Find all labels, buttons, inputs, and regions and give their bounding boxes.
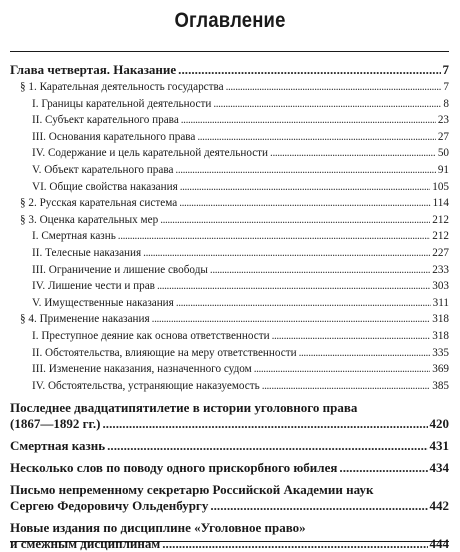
toc-page-number: 318	[432, 313, 449, 326]
bottom-divider	[10, 541, 449, 542]
toc-entry-last-line	[10, 416, 449, 432]
toc-entry-label: II. Телесные наказания	[32, 246, 142, 259]
dot-leader	[262, 378, 430, 395]
table-of-contents	[10, 62, 449, 552]
dot-leader	[107, 438, 427, 454]
toc-entry-label-line1: Письмо непременному секретарю Российской Академии наук	[10, 482, 374, 498]
toc-entry-label: § 4. Применение наказания	[20, 313, 150, 326]
toc-entry-label: III. Основания карательного права	[32, 130, 196, 143]
toc-entry-label: § 1. Карательная деятельность государства	[20, 81, 224, 93]
dot-leader	[210, 262, 430, 279]
dot-leader	[181, 112, 436, 129]
dot-leader	[178, 62, 440, 78]
toc-section-entry[interactable]	[10, 195, 449, 212]
toc-entry-label: Глава четвертая. Наказание	[10, 62, 177, 77]
toc-subsection-entry[interactable]	[10, 129, 449, 146]
toc-page-number: 318	[432, 329, 449, 342]
dot-leader	[180, 179, 430, 196]
toc-page-number: 227	[432, 246, 449, 259]
toc-entry-label: (1867—1892 гг.)	[10, 416, 101, 432]
toc-subsection-entry[interactable]	[10, 145, 449, 162]
toc-page-number: 385	[432, 379, 449, 392]
toc-page-number: 50	[437, 147, 449, 160]
toc-entry-label: Несколько слов по поводу одного прискорбного юбилея	[10, 460, 338, 476]
toc-entry-label: IV. Содержание и цель карательной деятельности	[32, 147, 269, 160]
toc-entry-label: V. Имущественные наказания	[32, 296, 174, 309]
toc-entry-label: V. Объект карательного права	[32, 163, 174, 176]
toc-article-entry[interactable]	[10, 460, 449, 476]
page-title: Оглавление	[174, 9, 286, 32]
dot-leader	[270, 145, 436, 162]
toc-page-number: 23	[437, 114, 449, 127]
toc-page-number: 114	[432, 197, 449, 210]
dot-leader	[213, 96, 441, 113]
toc-entry-label-line1: Последнее двадцатипятилетие в истории уголовного права	[10, 400, 358, 416]
toc-entry-label: I. Смертная казнь	[32, 230, 116, 243]
toc-page-number: 7	[443, 81, 449, 93]
toc-page-number: 91	[437, 163, 449, 176]
dot-leader	[299, 345, 431, 362]
dot-leader	[254, 361, 430, 378]
toc-page-number: 431	[429, 438, 449, 454]
toc-entry-label: III. Изменение наказания, назначенного судом	[32, 363, 252, 376]
toc-entry-last-line	[10, 460, 449, 476]
toc-page-number: 233	[432, 263, 449, 276]
dot-leader	[197, 129, 435, 146]
toc-page-number: 311	[432, 296, 449, 309]
dot-leader	[210, 498, 427, 514]
toc-entry-label: II. Субъект карательного права	[32, 114, 179, 127]
toc-entry-label: и смежным дисциплинам	[10, 536, 161, 552]
dot-leader	[103, 416, 428, 432]
toc-page-number: 303	[432, 280, 449, 293]
toc-subsection-entry[interactable]	[10, 361, 449, 378]
toc-page-number: 212	[432, 213, 449, 226]
toc-entry-label: III. Ограничение и лишение свободы	[32, 263, 208, 276]
dot-leader	[272, 328, 431, 345]
toc-page-number: 335	[432, 346, 449, 359]
toc-subsection-entry[interactable]	[10, 179, 449, 196]
toc-subsection-entry[interactable]	[10, 278, 449, 295]
toc-subsection-entry[interactable]	[10, 245, 449, 262]
top-divider	[10, 51, 449, 52]
toc-entry-label: I. Преступное деяние как основа ответственности	[32, 329, 270, 342]
toc-subsection-entry[interactable]	[10, 162, 449, 179]
toc-article-entry[interactable]	[10, 438, 449, 454]
toc-entry-label: VI. Общие свойства наказания	[32, 180, 178, 193]
toc-entry-last-line	[10, 438, 449, 454]
toc-article-entry[interactable]	[10, 482, 449, 514]
toc-entry-label: Сергею Федоровичу Ольденбургу	[10, 498, 209, 514]
toc-page-number: 442	[429, 498, 449, 514]
toc-article-entry[interactable]	[10, 520, 449, 552]
toc-chapter-entry[interactable]	[10, 62, 449, 78]
toc-page-number: 212	[432, 230, 449, 243]
toc-page-number: 27	[437, 130, 449, 143]
toc-subsection-entry[interactable]	[10, 112, 449, 129]
dot-leader	[162, 536, 427, 552]
toc-entry-label: Смертная казнь	[10, 438, 106, 454]
toc-subsection-entry[interactable]	[10, 228, 449, 245]
toc-article-entry[interactable]	[10, 400, 449, 432]
toc-entry-label-line1: Новые издания по дисциплине «Уголовное право»	[10, 520, 306, 536]
toc-section-entry[interactable]	[10, 212, 449, 229]
dot-leader	[152, 311, 431, 328]
toc-entry-label: § 2. Русская карательная система	[20, 197, 178, 210]
toc-subsection-entry[interactable]	[10, 262, 449, 279]
toc-articles	[10, 400, 449, 552]
dot-leader	[339, 460, 427, 476]
dot-leader	[176, 295, 431, 312]
toc-page-number: 369	[432, 363, 449, 376]
dot-leader	[226, 79, 442, 96]
toc-subsection-entry[interactable]	[10, 96, 449, 113]
toc-entry-label: IV. Лишение чести и прав	[32, 280, 155, 293]
toc-page-number: 444	[429, 536, 449, 552]
dot-leader	[143, 245, 430, 262]
toc-entry-last-line	[10, 536, 449, 552]
toc-subsection-entry[interactable]	[10, 328, 449, 345]
dot-leader	[175, 162, 435, 179]
toc-subsection-entry[interactable]	[10, 345, 449, 362]
toc-entry-label: II. Обстоятельства, влияющие на меру ответственности	[32, 346, 297, 359]
toc-entry-last-line	[10, 498, 449, 514]
toc-sections	[10, 79, 449, 394]
toc-page-number: 434	[429, 460, 449, 476]
dot-leader	[179, 195, 430, 212]
toc-section-entry[interactable]	[10, 79, 449, 96]
toc-section-entry[interactable]	[10, 311, 449, 328]
toc-subsection-entry[interactable]	[10, 378, 449, 395]
toc-entry-label: IV. Обстоятельства, устраняющие наказуемость	[32, 379, 260, 392]
toc-entry-label: § 3. Оценка карательных мер	[20, 213, 159, 226]
toc-page-number: 105	[432, 180, 449, 193]
dot-leader	[160, 212, 430, 229]
toc-page-number: 420	[429, 416, 449, 432]
toc-page-number: 7	[442, 62, 449, 77]
toc-page-number: 8	[443, 97, 449, 110]
toc-subsection-entry[interactable]	[10, 295, 449, 312]
toc-entry-label: I. Границы карательной деятельности	[32, 97, 212, 110]
dot-leader	[157, 278, 430, 295]
dot-leader	[118, 228, 430, 245]
